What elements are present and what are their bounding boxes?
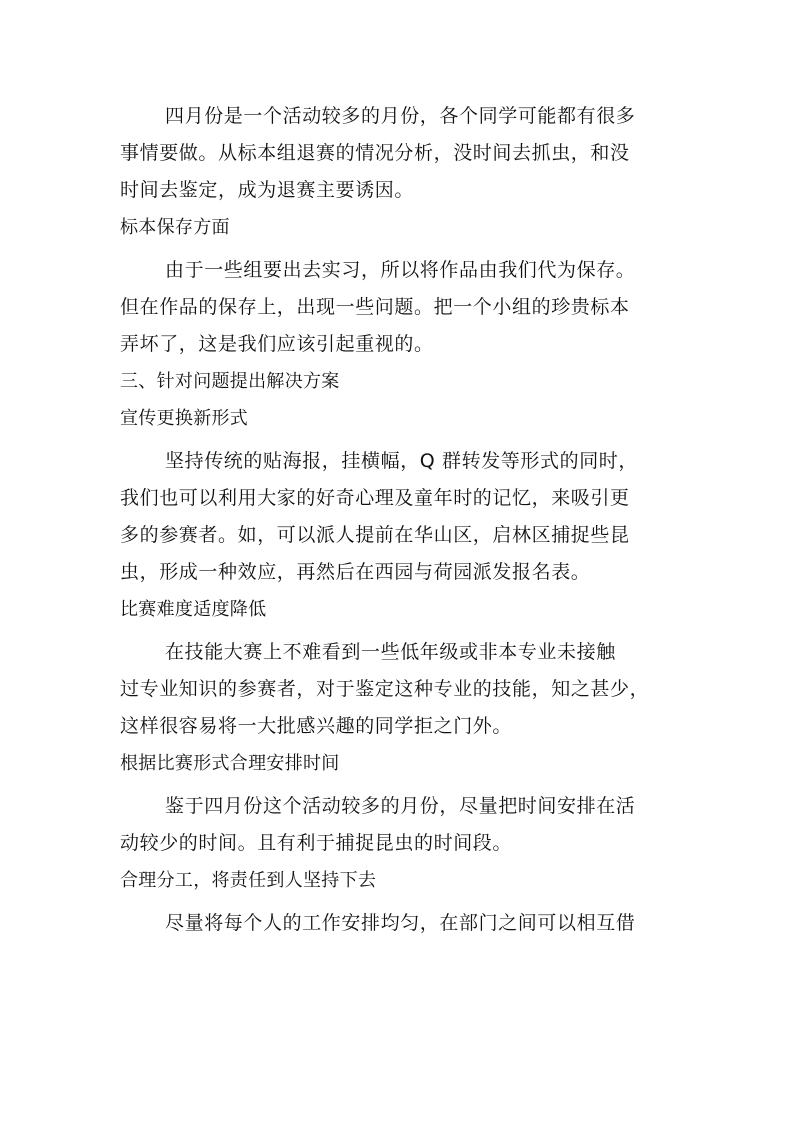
paragraph-line: 鉴于四月份这个活动较多的月份，尽量把时间安排在活	[165, 795, 636, 817]
paragraph-specimen-storage	[120, 252, 680, 363]
paragraph-line: 过专业知识的参赛者，对于鉴定这种专业的技能，知之甚少，	[120, 678, 650, 700]
paragraph-line: 我们也可以利用大家的好奇心理及童年时的记忆，来吸引更	[120, 487, 630, 509]
paragraph-line: 多的参赛者。如，可以派人提前在华山区，启林区捕捉些昆	[120, 524, 630, 546]
section-heading-difficulty: 比赛难度适度降低	[120, 599, 267, 620]
paragraph-line: 四月份是一个活动较多的月份，各个同学可能都有很多	[165, 105, 636, 127]
paragraph-division-of-labor	[120, 905, 680, 942]
paragraph-line: 由于一些组要出去实习，所以将作品由我们代为保存。	[165, 259, 636, 281]
paragraph-line: 虫，形成一种效应，再然后在西园与荷园派发报名表。	[120, 561, 591, 583]
document-page	[120, 98, 680, 942]
section-heading-publicity: 宣传更换新形式	[120, 408, 249, 429]
section-heading-specimen-storage: 标本保存方面	[120, 217, 230, 238]
paragraph-difficulty	[120, 634, 680, 745]
paragraph-line: 这样很容易将一大批感兴趣的同学拒之门外。	[120, 715, 513, 737]
paragraph-line: 尽量将每个人的工作安排均匀，在部门之间可以相互借	[165, 912, 636, 934]
section-heading-division-of-labor: 合理分工，将责任到人坚持下去	[120, 870, 377, 891]
paragraph-april-busy	[120, 98, 680, 209]
section-heading-scheduling: 根据比赛形式合理安排时间	[120, 753, 340, 774]
paragraph-line: 动较少的时间。且有利于捕捉昆虫的时间段。	[120, 832, 513, 854]
paragraph-publicity	[120, 443, 680, 591]
paragraph-line: 时间去鉴定，成为退赛主要诱因。	[120, 179, 415, 201]
paragraph-line: 事情要做。从标本组退赛的情况分析，没时间去抓虫，和没	[120, 142, 630, 164]
paragraph-line: 在技能大赛上不难看到一些低年级或非本专业未接触	[165, 641, 616, 663]
paragraph-line: 弄坏了，这是我们应该引起重视的。	[120, 333, 434, 355]
section-heading-solutions: 三、针对问题提出解决方案	[120, 371, 340, 392]
paragraph-line: 坚持传统的贴海报，挂横幅，Q 群转发等形式的同时，	[165, 450, 638, 472]
paragraph-scheduling	[120, 788, 680, 862]
paragraph-line: 但在作品的保存上，出现一些问题。把一个小组的珍贵标本	[120, 296, 630, 318]
